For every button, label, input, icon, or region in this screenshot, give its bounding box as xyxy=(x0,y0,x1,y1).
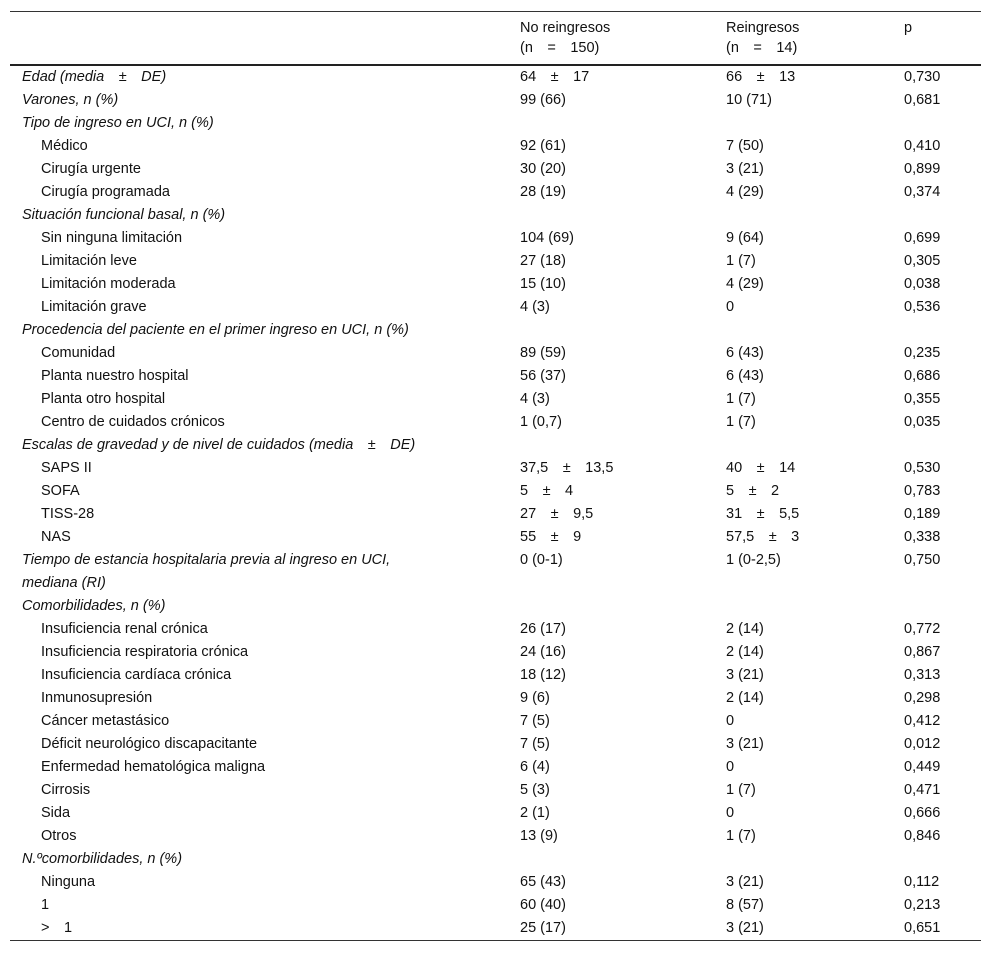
header-p-value: p xyxy=(904,20,913,36)
table-header xyxy=(10,12,981,66)
row-sublabel: Insuficiencia cardíaca crónica xyxy=(41,667,232,683)
table-row xyxy=(10,112,981,135)
table-row xyxy=(10,641,981,664)
cell-reingresos xyxy=(714,204,892,227)
table-row xyxy=(10,227,981,250)
cell-p-value: 0,412 xyxy=(904,713,941,729)
cell-reingresos: 4 (29) xyxy=(726,276,764,292)
cell-reingresos: 8 (57) xyxy=(726,897,764,913)
cell-reingresos: 1 (7) xyxy=(726,828,756,844)
table-row xyxy=(10,296,981,319)
cell-no-reingresos: 92 (61) xyxy=(520,138,566,154)
row-sublabel: Cirugía urgente xyxy=(41,161,141,177)
cell-no-reingresos: 13 (9) xyxy=(520,828,558,844)
table-row xyxy=(10,135,981,158)
cell-p-value xyxy=(892,434,981,457)
row-sublabel: Cirugía programada xyxy=(41,184,170,200)
cell-reingresos: 5 ± 2 xyxy=(726,483,780,499)
cell-no-reingresos: 60 (40) xyxy=(520,897,566,913)
row-sublabel: Planta nuestro hospital xyxy=(41,368,189,384)
cell-p-value: 0,681 xyxy=(904,92,941,108)
cell-no-reingresos xyxy=(508,204,714,227)
cell-no-reingresos: 56 (37) xyxy=(520,368,566,384)
table-row xyxy=(10,779,981,802)
table-row xyxy=(10,158,981,181)
cell-p-value: 0,846 xyxy=(904,828,941,844)
cell-no-reingresos xyxy=(508,848,714,871)
cell-p-value: 0,783 xyxy=(904,483,941,499)
cell-no-reingresos: 30 (20) xyxy=(520,161,566,177)
cell-reingresos: 66 ± 13 xyxy=(726,69,796,85)
cell-p-value: 0,012 xyxy=(904,736,941,752)
row-sublabel: Insuficiencia respiratoria crónica xyxy=(41,644,249,660)
cell-reingresos: 6 (43) xyxy=(726,345,764,361)
cell-no-reingresos: 1 (0,7) xyxy=(520,414,562,430)
cell-no-reingresos xyxy=(508,319,714,342)
cell-no-reingresos: 28 (19) xyxy=(520,184,566,200)
cell-p-value: 0,867 xyxy=(904,644,941,660)
cell-reingresos: 2 (14) xyxy=(726,690,764,706)
cell-no-reingresos: 25 (17) xyxy=(520,920,566,936)
data-table-container xyxy=(10,11,981,941)
cell-p-value xyxy=(892,319,981,342)
cell-reingresos: 2 (14) xyxy=(726,621,764,637)
cell-reingresos: 10 (71) xyxy=(726,92,772,108)
row-section-label: Procedencia del paciente en el primer ingreso en UCI, n (%) xyxy=(22,322,409,338)
header-label-column xyxy=(10,12,508,66)
cell-reingresos xyxy=(714,434,892,457)
row-section-label: Comorbilidades, n (%) xyxy=(22,598,166,614)
row-section-label: Varones, n (%) xyxy=(22,92,119,108)
row-sublabel: Comunidad xyxy=(41,345,116,361)
cell-reingresos: 1 (0-2,5) xyxy=(726,552,781,568)
row-sublabel: Enfermedad hematológica maligna xyxy=(41,759,266,775)
table-row xyxy=(10,733,981,756)
cell-no-reingresos: 6 (4) xyxy=(520,759,550,775)
table-row xyxy=(10,503,981,526)
cell-no-reingresos: 9 (6) xyxy=(520,690,550,706)
table-row xyxy=(10,917,981,941)
table-row xyxy=(10,457,981,480)
cell-p-value: 0,213 xyxy=(904,897,941,913)
row-sublabel: Déficit neurológico discapacitante xyxy=(41,736,258,752)
table-row xyxy=(10,434,981,457)
table-row xyxy=(10,871,981,894)
cell-p-value: 0,313 xyxy=(904,667,941,683)
table-row xyxy=(10,825,981,848)
cell-no-reingresos: 5 (3) xyxy=(520,782,550,798)
cell-p-value: 0,410 xyxy=(904,138,941,154)
cell-reingresos: 3 (21) xyxy=(726,667,764,683)
cell-no-reingresos: 104 (69) xyxy=(520,230,575,246)
cell-no-reingresos: 65 (43) xyxy=(520,874,566,890)
table-row xyxy=(10,273,981,296)
cell-p-value: 0,699 xyxy=(904,230,941,246)
table-row xyxy=(10,89,981,112)
table-row xyxy=(10,250,981,273)
row-sublabel: Sida xyxy=(41,805,71,821)
cell-reingresos: 9 (64) xyxy=(726,230,764,246)
cell-p-value xyxy=(892,204,981,227)
cell-no-reingresos: 2 (1) xyxy=(520,805,550,821)
cell-no-reingresos: 37,5 ± 13,5 xyxy=(520,460,614,476)
row-section-label: Tiempo de estancia hospitalaria previa al ingreso en UCI, mediana (RI) xyxy=(22,552,391,591)
cell-reingresos: 1 (7) xyxy=(726,782,756,798)
row-sublabel: TISS-28 xyxy=(41,506,95,522)
cell-reingresos: 7 (50) xyxy=(726,138,764,154)
row-section-label: Situación funcional basal, n (%) xyxy=(22,207,226,223)
row-sublabel: Limitación moderada xyxy=(41,276,176,292)
row-sublabel: Inmunosupresión xyxy=(41,690,153,706)
cell-p-value: 0,035 xyxy=(904,414,941,430)
cell-reingresos: 2 (14) xyxy=(726,644,764,660)
cell-no-reingresos xyxy=(508,595,714,618)
cell-reingresos xyxy=(714,112,892,135)
cell-p-value: 0,305 xyxy=(904,253,941,269)
cell-reingresos: 3 (21) xyxy=(726,736,764,752)
cell-p-value xyxy=(892,112,981,135)
cell-reingresos: 31 ± 5,5 xyxy=(726,506,800,522)
table-row xyxy=(10,342,981,365)
row-sublabel: Limitación leve xyxy=(41,253,137,269)
table-row xyxy=(10,710,981,733)
cell-p-value xyxy=(892,848,981,871)
cell-p-value: 0,666 xyxy=(904,805,941,821)
cell-p-value: 0,374 xyxy=(904,184,941,200)
cell-no-reingresos: 5 ± 4 xyxy=(520,483,574,499)
row-section-label: Tipo de ingreso en UCI, n (%) xyxy=(22,115,214,131)
cell-p-value: 0,530 xyxy=(904,460,941,476)
cell-no-reingresos: 89 (59) xyxy=(520,345,566,361)
cell-p-value: 0,355 xyxy=(904,391,941,407)
cell-no-reingresos: 99 (66) xyxy=(520,92,566,108)
cell-no-reingresos: 24 (16) xyxy=(520,644,566,660)
cell-no-reingresos: 18 (12) xyxy=(520,667,566,683)
row-section-label: Edad (media ± DE) xyxy=(22,69,167,85)
table-row xyxy=(10,365,981,388)
table-row xyxy=(10,549,981,595)
cell-p-value: 0,449 xyxy=(904,759,941,775)
cell-no-reingresos: 27 (18) xyxy=(520,253,566,269)
header-no-reingresos xyxy=(508,12,714,66)
cell-p-value: 0,235 xyxy=(904,345,941,361)
cell-reingresos: 1 (7) xyxy=(726,391,756,407)
cell-no-reingresos: 4 (3) xyxy=(520,299,550,315)
header-reingresos-title: Reingresos xyxy=(726,20,800,36)
row-section-label: Escalas de gravedad y de nivel de cuidados (media ± DE) xyxy=(22,437,416,453)
cell-reingresos: 0 xyxy=(726,805,735,821)
row-sublabel: Limitación grave xyxy=(41,299,147,315)
cell-p-value: 0,536 xyxy=(904,299,941,315)
row-sublabel: Ninguna xyxy=(41,874,96,890)
row-sublabel: > 1 xyxy=(41,920,73,936)
cell-p-value: 0,899 xyxy=(904,161,941,177)
cell-no-reingresos: 4 (3) xyxy=(520,391,550,407)
row-sublabel: Planta otro hospital xyxy=(41,391,166,407)
row-sublabel: Médico xyxy=(41,138,88,154)
header-reingresos-n: (n = 14) xyxy=(726,40,798,56)
cell-no-reingresos: 7 (5) xyxy=(520,736,550,752)
cell-no-reingresos: 27 ± 9,5 xyxy=(520,506,594,522)
cell-reingresos: 6 (43) xyxy=(726,368,764,384)
row-sublabel: Insuficiencia renal crónica xyxy=(41,621,208,637)
cell-reingresos: 1 (7) xyxy=(726,414,756,430)
cell-no-reingresos: 55 ± 9 xyxy=(520,529,582,545)
cell-reingresos: 0 xyxy=(726,759,735,775)
header-row xyxy=(10,12,981,66)
row-sublabel: Otros xyxy=(41,828,77,844)
row-sublabel: Sin ninguna limitación xyxy=(41,230,183,246)
header-reingresos xyxy=(714,12,892,66)
cell-p-value: 0,651 xyxy=(904,920,941,936)
table-row xyxy=(10,687,981,710)
row-sublabel: SOFA xyxy=(41,483,80,499)
table-row xyxy=(10,848,981,871)
header-no-reingresos-title: No reingresos xyxy=(520,20,611,36)
cell-reingresos: 4 (29) xyxy=(726,184,764,200)
comparison-table xyxy=(10,11,981,941)
table-row xyxy=(10,595,981,618)
cell-no-reingresos: 7 (5) xyxy=(520,713,550,729)
table-body xyxy=(10,65,981,941)
cell-p-value: 0,338 xyxy=(904,529,941,545)
cell-p-value xyxy=(892,595,981,618)
table-row xyxy=(10,480,981,503)
cell-reingresos: 40 ± 14 xyxy=(726,460,796,476)
cell-no-reingresos xyxy=(508,434,714,457)
cell-no-reingresos: 26 (17) xyxy=(520,621,566,637)
table-row xyxy=(10,664,981,687)
cell-p-value: 0,189 xyxy=(904,506,941,522)
cell-reingresos: 1 (7) xyxy=(726,253,756,269)
cell-reingresos xyxy=(714,848,892,871)
header-no-reingresos-n: (n = 150) xyxy=(520,40,600,56)
cell-p-value: 0,298 xyxy=(904,690,941,706)
table-row xyxy=(10,65,981,89)
table-row xyxy=(10,319,981,342)
table-row xyxy=(10,411,981,434)
cell-reingresos: 0 xyxy=(726,299,735,315)
cell-p-value: 0,772 xyxy=(904,621,941,637)
cell-no-reingresos: 64 ± 17 xyxy=(520,69,590,85)
row-sublabel: 1 xyxy=(41,897,50,913)
table-row xyxy=(10,802,981,825)
cell-reingresos: 3 (21) xyxy=(726,161,764,177)
table-row xyxy=(10,618,981,641)
cell-p-value: 0,750 xyxy=(904,552,941,568)
cell-reingresos: 0 xyxy=(726,713,735,729)
cell-p-value: 0,686 xyxy=(904,368,941,384)
row-sublabel: Cáncer metastásico xyxy=(41,713,170,729)
cell-reingresos xyxy=(714,595,892,618)
cell-reingresos: 57,5 ± 3 xyxy=(726,529,800,545)
cell-no-reingresos: 15 (10) xyxy=(520,276,566,292)
row-sublabel: Centro de cuidados crónicos xyxy=(41,414,225,430)
table-row xyxy=(10,388,981,411)
table-row xyxy=(10,526,981,549)
cell-no-reingresos xyxy=(508,112,714,135)
table-row xyxy=(10,756,981,779)
row-section-label: N.ºcomorbilidades, n (%) xyxy=(22,851,183,867)
cell-p-value: 0,038 xyxy=(904,276,941,292)
cell-p-value: 0,112 xyxy=(904,874,940,890)
cell-reingresos: 3 (21) xyxy=(726,920,764,936)
row-sublabel: SAPS II xyxy=(41,460,92,476)
cell-p-value: 0,471 xyxy=(904,782,941,798)
table-row xyxy=(10,894,981,917)
cell-no-reingresos: 0 (0-1) xyxy=(520,552,563,568)
cell-p-value: 0,730 xyxy=(904,69,941,85)
cell-reingresos xyxy=(714,319,892,342)
row-sublabel: Cirrosis xyxy=(41,782,91,798)
table-row xyxy=(10,181,981,204)
cell-reingresos: 3 (21) xyxy=(726,874,764,890)
row-sublabel: NAS xyxy=(41,529,71,545)
table-row xyxy=(10,204,981,227)
